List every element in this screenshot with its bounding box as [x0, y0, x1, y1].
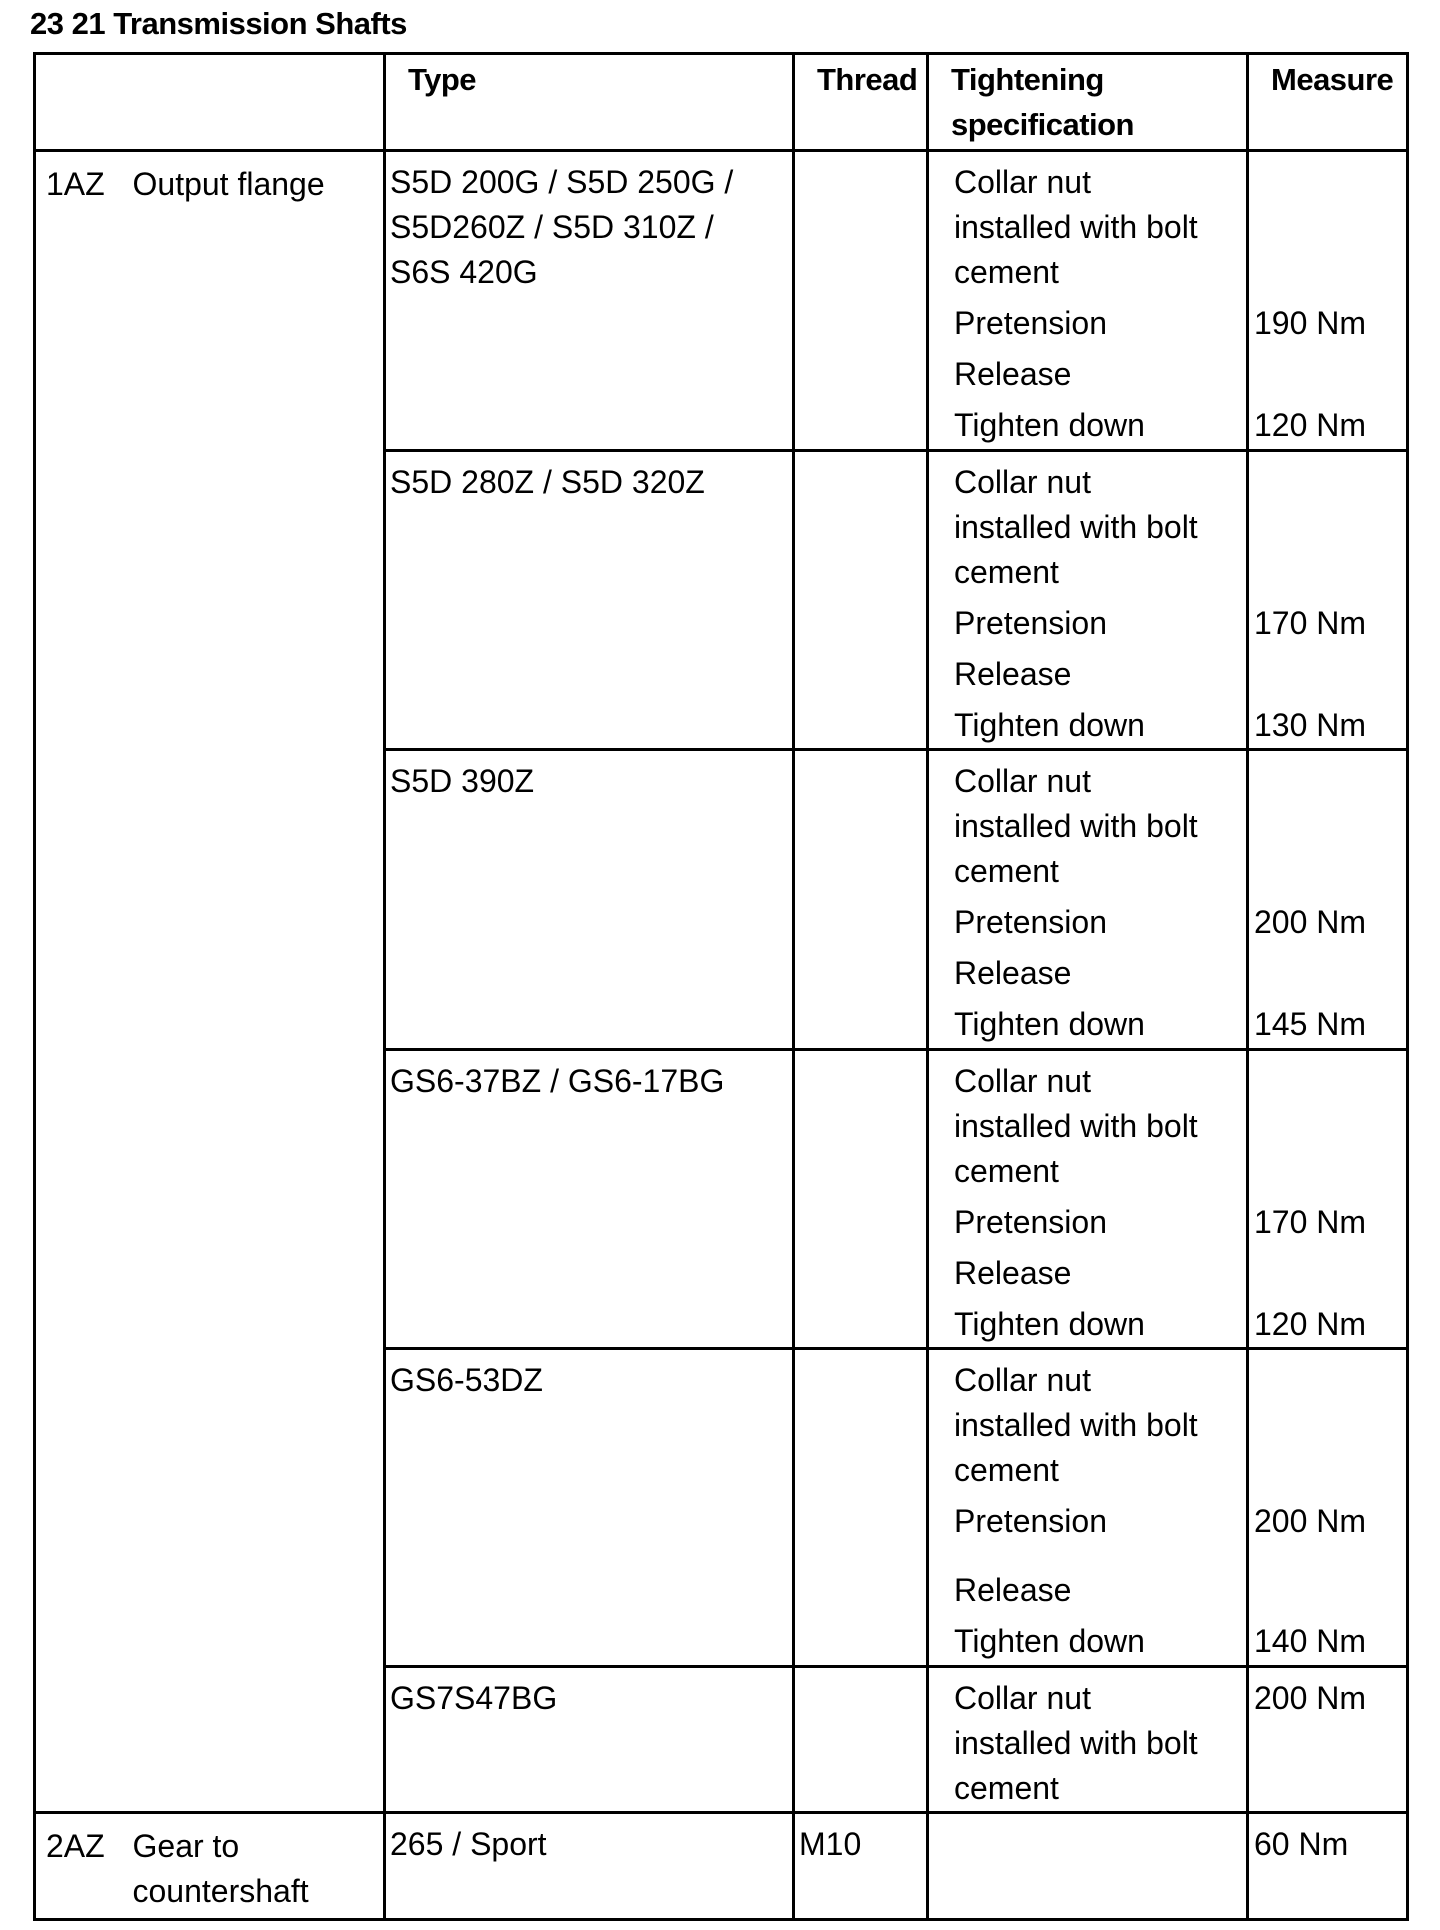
spec-line: installed with bolt: [954, 808, 1198, 844]
measure-line: 200 Nm: [1254, 1503, 1367, 1539]
measure-line: [1254, 550, 1402, 601]
spec-line: Tighten down: [954, 707, 1145, 743]
table-row: [35, 1813, 1408, 1920]
measure-line: 130 Nm: [1254, 707, 1367, 743]
header-blank: [35, 54, 385, 151]
measure-line: 140 Nm: [1254, 1623, 1367, 1659]
measure-line: [1254, 205, 1402, 250]
spec-line: Tighten down: [954, 1623, 1145, 1659]
group-name-line: Gear to: [132, 1828, 240, 1864]
thread-cell: [794, 1349, 928, 1667]
group-code-1az: 1AZ: [35, 151, 123, 1813]
measure-line: 170 Nm: [1254, 1204, 1367, 1240]
header-spec-line2: specification: [951, 107, 1134, 142]
measure-line: [1254, 1358, 1402, 1403]
type-line: GS6-37BZ / GS6-17BG: [390, 1063, 725, 1099]
measure-line: 170 Nm: [1254, 605, 1367, 641]
measure-line: [1254, 505, 1402, 550]
type-cell: [385, 1050, 794, 1349]
measure-cell: [1248, 1349, 1408, 1667]
spec-line: cement: [954, 1153, 1059, 1189]
type-cell: [385, 1667, 794, 1813]
spec-cell: [928, 151, 1248, 451]
group-name-line: countershaft: [132, 1873, 309, 1909]
spec-line: Pretension: [954, 1204, 1107, 1240]
header-thread: Thread: [794, 54, 928, 151]
measure-line: [1254, 1059, 1402, 1104]
thread-cell: [794, 151, 928, 451]
type-cell: [385, 750, 794, 1050]
spec-cell: [928, 451, 1248, 750]
spec-line: Collar nut: [954, 1362, 1091, 1398]
group-name-gear-to-countershaft: [123, 1813, 385, 1920]
spec-line: cement: [954, 1452, 1059, 1488]
measure-cell: [1248, 1667, 1408, 1813]
type-line: S5D 280Z / S5D 320Z: [390, 464, 705, 500]
measure-cell: [1248, 750, 1408, 1050]
spec-line: Pretension: [954, 605, 1107, 641]
measure-line: 120 Nm: [1254, 1306, 1367, 1342]
spec-line: Tighten down: [954, 1306, 1145, 1342]
type-line: S6S 420G: [390, 254, 538, 290]
measure-line: [1254, 804, 1402, 849]
spec-line: installed with bolt: [954, 209, 1198, 245]
header-row: [35, 54, 1408, 151]
header-type: Type: [385, 54, 794, 151]
header-tightening-spec: [928, 54, 1248, 151]
measure-line: [1254, 250, 1402, 301]
measure-cell: [1248, 1813, 1408, 1920]
measure-line: [1254, 1448, 1402, 1499]
spec-cell: [928, 1050, 1248, 1349]
spec-line: Release: [954, 356, 1072, 392]
type-line: 265 / Sport: [390, 1826, 547, 1862]
measure-line: [1254, 460, 1402, 505]
measure-line: 120 Nm: [1254, 407, 1367, 443]
spec-line: Collar nut: [954, 464, 1091, 500]
type-cell: [385, 1813, 794, 1920]
thread-cell: [794, 451, 928, 750]
spec-line: installed with bolt: [954, 1725, 1198, 1761]
measure-line: [1254, 652, 1402, 703]
spec-cell: [928, 1667, 1248, 1813]
type-cell: [385, 451, 794, 750]
spec-line: Release: [954, 1255, 1072, 1291]
type-cell: [385, 151, 794, 451]
measure-line: [1254, 160, 1402, 205]
group-code-2az: 2AZ: [35, 1813, 123, 1920]
group-name-output-flange: Output flange: [123, 151, 385, 1813]
spec-cell: [928, 750, 1248, 1050]
spec-line: Tighten down: [954, 1006, 1145, 1042]
type-line: S5D 200G / S5D 250G /: [390, 164, 734, 200]
measure-line: [1254, 1403, 1402, 1448]
spec-line: cement: [954, 1770, 1059, 1806]
type-line: GS6-53DZ: [390, 1362, 543, 1398]
torque-spec-table: [33, 52, 1409, 1921]
spec-line: Collar nut: [954, 1680, 1091, 1716]
spec-line: Collar nut: [954, 164, 1091, 200]
measure-line: 200 Nm: [1254, 904, 1367, 940]
measure-cell: [1248, 1050, 1408, 1349]
spec-line: installed with bolt: [954, 509, 1198, 545]
spec-line: Collar nut: [954, 1063, 1091, 1099]
spec-line: Release: [954, 656, 1072, 692]
spec-line: Release: [954, 955, 1072, 991]
type-line: S5D260Z / S5D 310Z /: [390, 209, 714, 245]
spec-line: Pretension: [954, 1503, 1107, 1539]
measure-line: 60 Nm: [1254, 1826, 1349, 1862]
spec-line: Tighten down: [954, 407, 1145, 443]
measure-line: [1254, 951, 1402, 1002]
spec-line: Pretension: [954, 305, 1107, 341]
spec-line: installed with bolt: [954, 1108, 1198, 1144]
measure-line: [1254, 1149, 1402, 1200]
thread-cell: [794, 750, 928, 1050]
thread-cell: [794, 1667, 928, 1813]
measure-line: 190 Nm: [1254, 305, 1367, 341]
page-title: 23 21 Transmission Shafts: [30, 6, 407, 41]
spec-line: Collar nut: [954, 763, 1091, 799]
spec-cell: [928, 1349, 1248, 1667]
measure-line: [1254, 759, 1402, 804]
measure-line: [1254, 1251, 1402, 1302]
measure-cell: [1248, 451, 1408, 750]
measure-line: [1254, 1104, 1402, 1149]
spec-line: cement: [954, 853, 1059, 889]
spec-line: Release: [954, 1572, 1072, 1608]
thread-cell: M10: [794, 1813, 928, 1920]
table-row: [35, 151, 1408, 451]
spec-line: cement: [954, 254, 1059, 290]
spec-line: Pretension: [954, 904, 1107, 940]
spec-line: installed with bolt: [954, 1407, 1198, 1443]
measure-line: [1254, 849, 1402, 900]
measure-line: 145 Nm: [1254, 1006, 1367, 1042]
measure-line: 200 Nm: [1254, 1680, 1367, 1716]
measure-line: [1254, 1568, 1402, 1619]
measure-cell: [1248, 151, 1408, 451]
type-line: GS7S47BG: [390, 1680, 558, 1716]
type-cell: [385, 1349, 794, 1667]
measure-line: [1254, 352, 1402, 403]
spec-line: cement: [954, 554, 1059, 590]
header-measure: Measure: [1248, 54, 1408, 151]
thread-cell: [794, 1050, 928, 1349]
spec-cell: [928, 1813, 1248, 1920]
header-spec-line1: Tightening: [951, 62, 1104, 97]
type-line: S5D 390Z: [390, 763, 535, 799]
